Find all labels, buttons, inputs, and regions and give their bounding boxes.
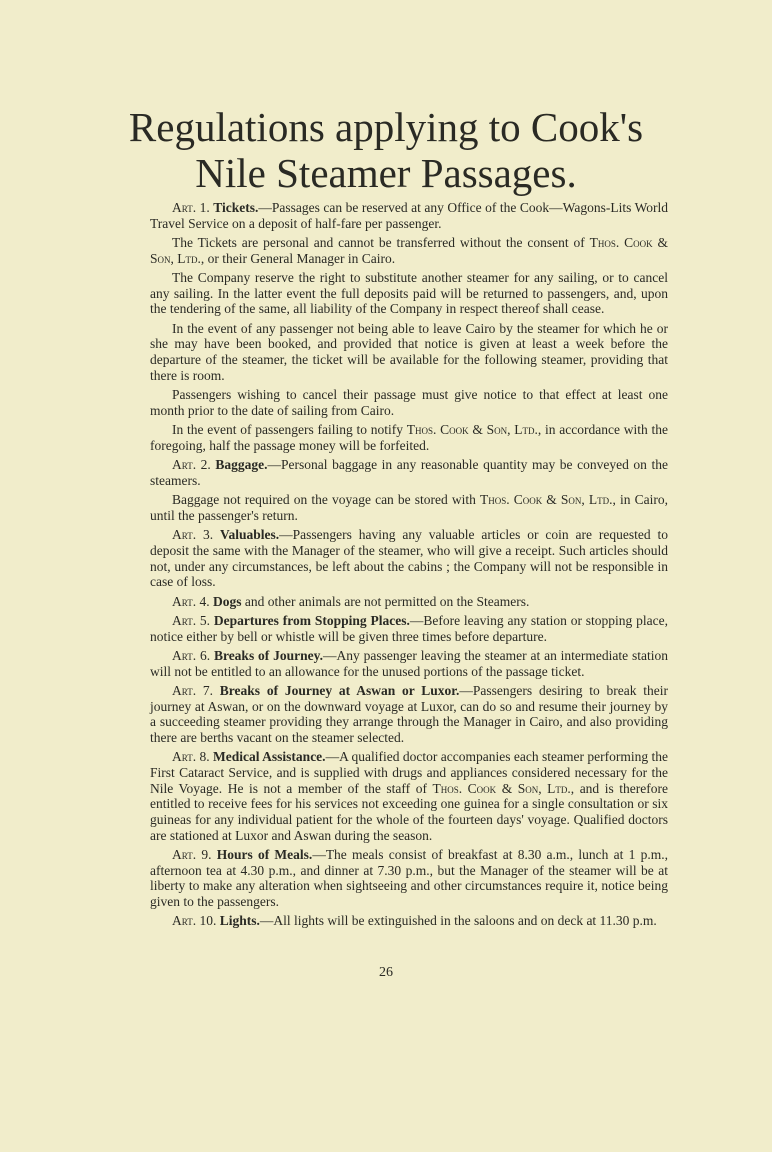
page-title [0, 104, 772, 196]
article-text: —A qualified doctor accompanies each steamer performing the First Cataract Service, and is supplied with drugs and appliances considered necessary for the Nile Voyage. He is not a member of the staff of [150, 749, 668, 796]
article-heading: Hours of Meals. [216, 847, 313, 863]
article-number: Art. 9. [172, 847, 212, 863]
article-6 [150, 648, 668, 679]
article-heading: Breaks of Journey at Aswan or Luxor. [219, 682, 460, 698]
article-5 [150, 613, 668, 644]
article-7 [150, 683, 668, 746]
article-heading: Breaks of Journey. [213, 647, 324, 663]
article-text: , and is therefore entitled to receive fees for his services not exceeding one guinea for a single consultation or six guineas for any individual patient for the whole of the fourteen days' voyage. Qualified doctors are stationed at Luxor and Aswan during the season. [150, 780, 668, 843]
article-heading: Valuables. [220, 527, 280, 543]
article-text: —The meals consist of breakfast at 8.30 a.m., lunch at 1 p.m., afternoon tea at 4.30 p.m., and dinner at 7.30 p.m., but the Manager of the steamer will be at liberty to make any alteration when sightseeing and other circumstances require it, notice being given to the passengers. [150, 847, 669, 910]
paragraph-substitute: The Company reserve the right to substitute another steamer for any sailing, or to cancel any sailing. In the latter event the full deposits paid will be returned to passengers, and, upon the tendering of the same, all liability of the Company in respect thereof shall cease. [150, 270, 668, 317]
article-heading: Dogs [212, 593, 242, 609]
page-number: 26 [379, 965, 393, 980]
article-number: Art. 7. [172, 682, 213, 698]
paragraph-failing-to-notify [150, 422, 668, 453]
paragraph-text: , or their General Manager in Cairo. [200, 250, 396, 266]
article-number: Art. 1. [172, 200, 210, 215]
article-number: Art. 6. [172, 647, 211, 663]
article-text: —Personal baggage in any reasonable quantity may be conveyed on the steamers. [150, 457, 668, 488]
firm-name: Thos. Cook & Son, Ltd. [150, 235, 668, 266]
article-text: —Passages can be reserved at any Office of the Cook—Wagons-Lits World Travel Service on a deposit of half-fare per passenger. [150, 200, 669, 231]
article-2 [150, 457, 668, 488]
article-number: Art. 3. [172, 527, 214, 543]
article-heading: Tickets. [213, 200, 259, 215]
paragraph-text: , in Cairo, until the passenger's return. [150, 492, 668, 523]
article-1 [150, 200, 668, 231]
paragraph-text: In the event of passengers failing to notify [172, 422, 407, 438]
firm-name: Thos. Cook & Son, Ltd. [479, 492, 613, 508]
paragraph-tickets [150, 235, 668, 266]
paragraph-unable-to-leave: In the event of any passenger not being able to leave Cairo by the steamer for which he or she may have been booked, and provided that notice is given at least a week before the departure of the steamer, the ticket will be available for the following steamer, providing that there is room. [150, 320, 668, 383]
article-number: Art. 4. [172, 593, 210, 609]
article-heading: Baggage. [215, 457, 268, 473]
paragraph-text: Baggage not required on the voyage can be stored with [172, 492, 480, 508]
article-number: Art. 10. [172, 913, 217, 929]
paragraph-cancel: Passengers wishing to cancel their passage must give notice to that effect at least one month prior to the date of sailing from Cairo. [150, 387, 668, 418]
article-9 [150, 847, 668, 910]
article-10 [150, 913, 668, 929]
paragraph-text: , in accordance with the foregoing, half the passage money will be forfeited. [150, 422, 668, 453]
firm-name: Thos. Cook & Son, Ltd. [432, 780, 571, 796]
article-8 [150, 749, 668, 843]
article-text: and other animals are not permitted on the Steamers. [241, 593, 530, 609]
article-heading: Lights. [219, 913, 260, 929]
article-text: —All lights will be extinguished in the saloons and on deck at 11.30 p.m. [259, 913, 657, 929]
article-number: Art. 2. [172, 457, 211, 473]
article-4 [150, 594, 668, 610]
article-heading: Medical Assistance. [213, 749, 326, 765]
title-line-1: Regulations applying to Cook's [128, 104, 644, 150]
paragraph-text: The Tickets are personal and cannot be transferred without the consent of [172, 235, 590, 250]
regulations-body [150, 200, 668, 933]
paragraph-baggage-storage [150, 492, 668, 523]
article-text: —Before leaving any station or stopping place, notice either by bell or whistle will be given three times before departure. [150, 612, 668, 644]
article-3 [150, 527, 668, 590]
article-text: —Any passenger leaving the steamer at an intermediate station will not be entitled to an allowance for the unused portions of the passage ticket. [150, 647, 668, 679]
article-number: Art. 8. [172, 749, 210, 765]
article-text: —Passengers desiring to break their journey at Aswan, or on the downward voyage at Luxor, can do so and resume their journey by a succeeding steamer providing they arrange through the Manager in Cairo, and also providing there are berths vacant on the steamer selected. [150, 682, 669, 745]
title-line-2: Nile Steamer Passages. [195, 150, 577, 196]
firm-name: Thos. Cook & Son, Ltd. [406, 422, 538, 438]
article-text: —Passengers having any valuable articles or coin are requested to deposit the same with the Manager of the steamer, who will give a receipt. Such articles should not, under any circumstances, be left about the cabins ; the Company will not be responsible in case of loss. [150, 527, 669, 590]
article-number: Art. 5. [172, 612, 211, 628]
article-heading: Departures from Stopping Places. [213, 612, 410, 628]
